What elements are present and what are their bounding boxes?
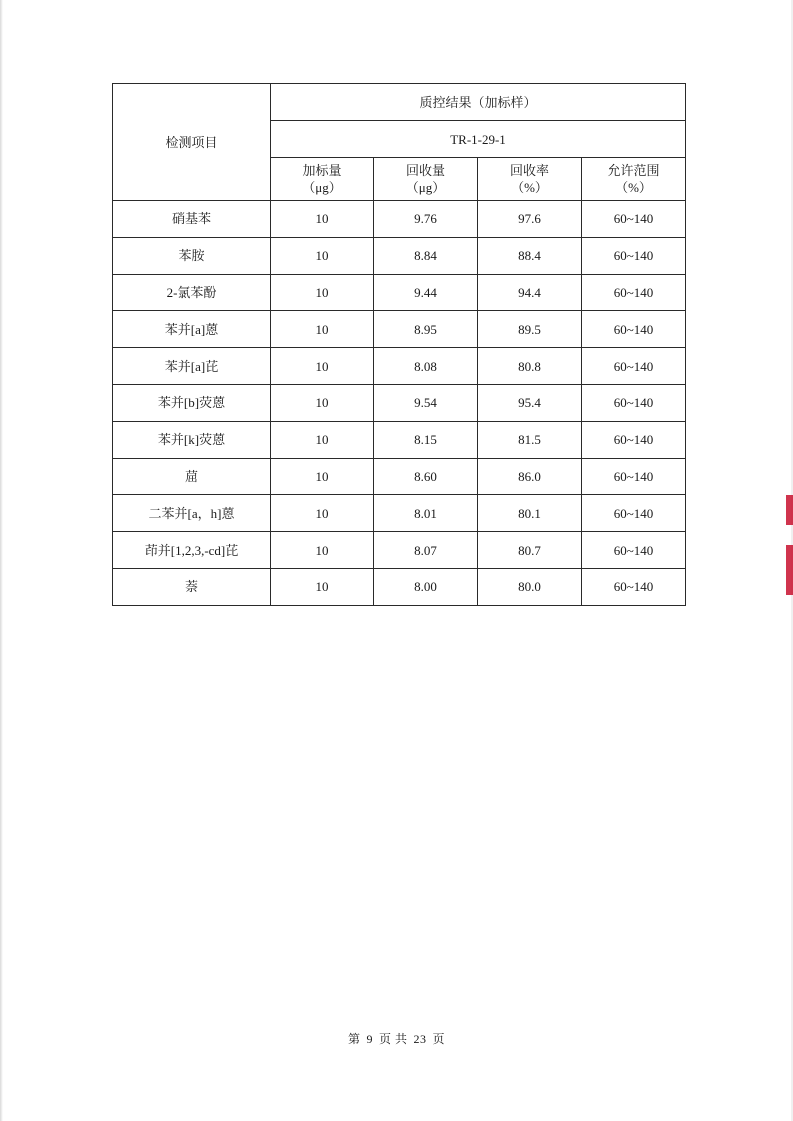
footer-page-number: 9 (366, 1032, 373, 1046)
cell-recovered: 8.84 (374, 237, 478, 274)
table-row (113, 495, 686, 532)
item-column-header: 检测项目 (113, 84, 271, 201)
cell-rate: 80.0 (478, 568, 582, 605)
cell-item: 苯并[b]荧蒽 (113, 384, 271, 421)
cell-recovered: 8.01 (374, 495, 478, 532)
cell-spike: 10 (271, 311, 374, 348)
column-header-unit: （μg） (302, 180, 342, 195)
cell-rate: 94.4 (478, 274, 582, 311)
cell-range: 60~140 (582, 348, 686, 385)
column-header-spike (271, 158, 374, 201)
cell-recovered: 9.54 (374, 384, 478, 421)
column-header-range (582, 158, 686, 201)
cell-rate: 81.5 (478, 421, 582, 458)
cell-range: 60~140 (582, 201, 686, 238)
column-header-recovered (374, 158, 478, 201)
cell-range: 60~140 (582, 237, 686, 274)
table-row (113, 348, 686, 385)
table-row (113, 201, 686, 238)
cell-recovered: 8.08 (374, 348, 478, 385)
page-edge-left (0, 0, 3, 1121)
column-header-unit: （%） (511, 180, 548, 195)
cell-spike: 10 (271, 348, 374, 385)
footer-total-pages: 23 (413, 1032, 427, 1046)
column-header-unit: （μg） (405, 180, 446, 195)
cell-item: 苯胺 (113, 237, 271, 274)
table-row (113, 311, 686, 348)
cell-range: 60~140 (582, 458, 686, 495)
table-row (113, 458, 686, 495)
column-header-unit: （%） (615, 180, 652, 195)
cell-rate: 80.8 (478, 348, 582, 385)
cell-spike: 10 (271, 274, 374, 311)
cell-rate: 80.1 (478, 495, 582, 532)
table-row (113, 421, 686, 458)
cell-range: 60~140 (582, 274, 686, 311)
page-footer (0, 1030, 793, 1047)
cell-spike: 10 (271, 384, 374, 421)
cell-range: 60~140 (582, 495, 686, 532)
cell-range: 60~140 (582, 568, 686, 605)
cell-range: 60~140 (582, 311, 686, 348)
cell-range: 60~140 (582, 384, 686, 421)
cell-spike: 10 (271, 495, 374, 532)
cell-item: 苯并[a]芘 (113, 348, 271, 385)
cell-recovered: 9.44 (374, 274, 478, 311)
sample-id-header: TR-1-29-1 (271, 121, 686, 158)
table-row (113, 384, 686, 421)
table-row (113, 237, 686, 274)
cell-spike: 10 (271, 532, 374, 569)
cell-rate: 97.6 (478, 201, 582, 238)
cell-recovered: 8.15 (374, 421, 478, 458)
cell-rate: 86.0 (478, 458, 582, 495)
cell-item: 硝基苯 (113, 201, 271, 238)
cell-spike: 10 (271, 237, 374, 274)
seal-edge-mark (786, 545, 793, 595)
cell-recovered: 9.76 (374, 201, 478, 238)
qc-results-table (112, 83, 686, 606)
column-header-label: 回收量 (405, 163, 445, 178)
cell-spike: 10 (271, 421, 374, 458)
cell-spike: 10 (271, 458, 374, 495)
cell-item: 茚并[1,2,3,-cd]芘 (113, 532, 271, 569)
column-header-label: 回收率 (509, 163, 549, 178)
footer-prefix: 第 (347, 1032, 361, 1046)
cell-recovered: 8.60 (374, 458, 478, 495)
cell-rate: 88.4 (478, 237, 582, 274)
cell-item: 苯并[k]荧蒽 (113, 421, 271, 458)
cell-range: 60~140 (582, 532, 686, 569)
cell-item: 䓛 (113, 458, 271, 495)
seal-edge-mark (786, 495, 793, 525)
cell-spike: 10 (271, 201, 374, 238)
table-row (113, 568, 686, 605)
column-header-label: 加标量 (302, 163, 342, 178)
cell-recovered: 8.07 (374, 532, 478, 569)
cell-recovered: 8.00 (374, 568, 478, 605)
column-header-rate (478, 158, 582, 201)
footer-suffix: 页 (432, 1032, 446, 1046)
cell-spike: 10 (271, 568, 374, 605)
cell-rate: 80.7 (478, 532, 582, 569)
cell-recovered: 8.95 (374, 311, 478, 348)
table-row (113, 274, 686, 311)
cell-item: 萘 (113, 568, 271, 605)
column-header-label: 允许范围 (607, 163, 660, 178)
cell-item: 2-氯苯酚 (113, 274, 271, 311)
cell-range: 60~140 (582, 421, 686, 458)
cell-item: 二苯并[a，h]蒽 (113, 495, 271, 532)
cell-rate: 89.5 (478, 311, 582, 348)
cell-item: 苯并[a]蒽 (113, 311, 271, 348)
cell-rate: 95.4 (478, 384, 582, 421)
footer-middle: 页 共 (378, 1032, 408, 1046)
table-row (113, 532, 686, 569)
group-header: 质控结果（加标样） (271, 84, 686, 121)
